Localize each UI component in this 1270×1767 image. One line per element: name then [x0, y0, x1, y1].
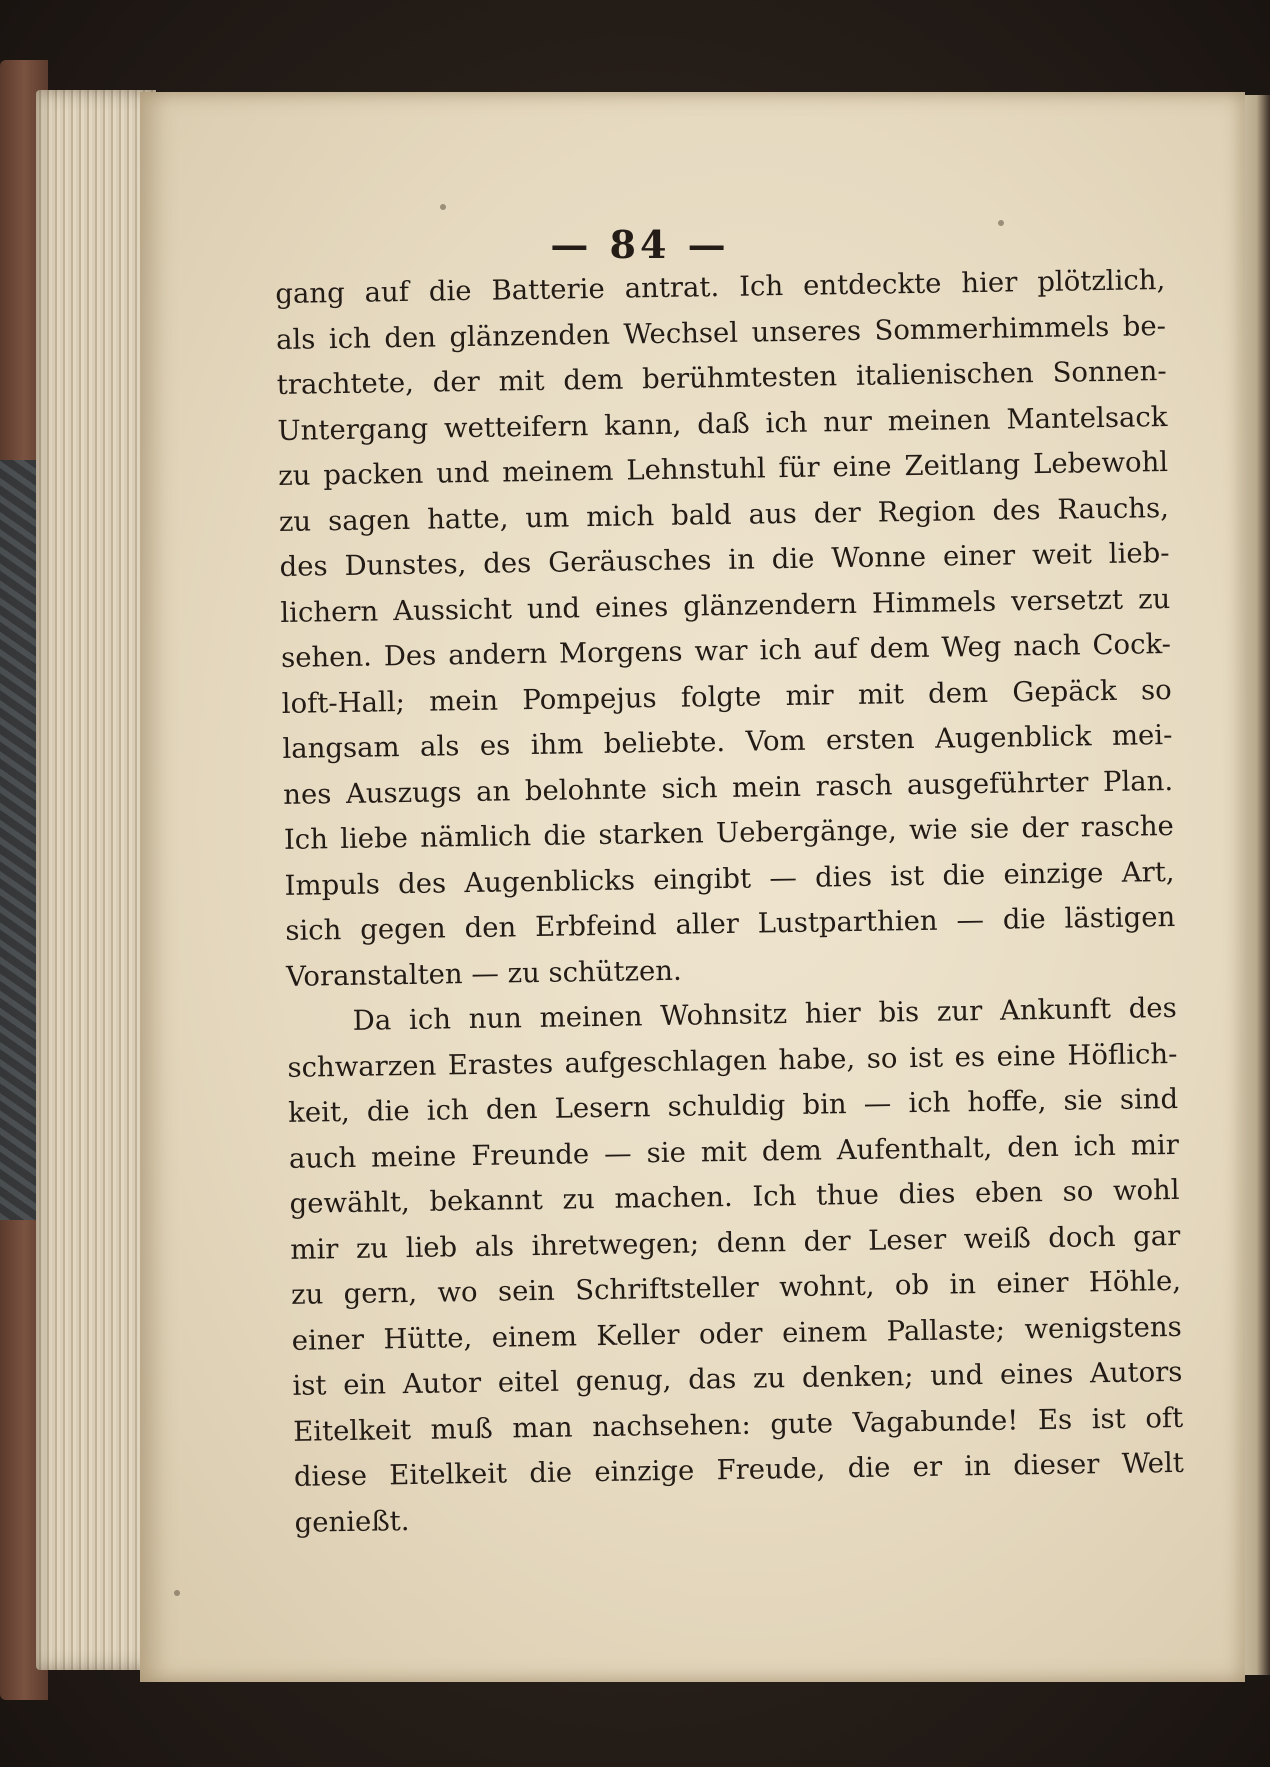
text-line: Eitelkeit muß man nachsehen: gute Vagabunde! Es ist oft	[292, 1401, 1184, 1448]
text-line: schwarzen Erastes aufgeschlagen habe, so ist es eine Höflich-	[287, 1037, 1178, 1084]
text-line: zu sagen hatte, um mich bald aus der Region des Rauchs,	[278, 491, 1170, 538]
text-line: lichern Aussicht und eines glänzendern Himmels versetzt zu	[280, 582, 1171, 629]
text-line: diese Eitelkeit die einzige Freude, die er in dieser Welt	[293, 1446, 1185, 1493]
paper-speck	[440, 204, 446, 210]
paragraph-2	[286, 986, 1184, 1546]
text-line: loft-Hall; mein Pompejus folgte mir mit dem Gepäck so	[281, 673, 1172, 720]
page-stack-edges	[36, 90, 156, 1670]
text-line: Voranstalten — zu schützen.	[285, 954, 682, 993]
text-line: gang auf die Batterie antrat. Ich entdeckte hier plötzlich,	[275, 264, 1166, 310]
text-line: auch meine Freunde — sie mit dem Aufenthalt, den ich mir	[288, 1128, 1180, 1175]
text-line: als ich den glänzenden Wechsel unseres Sommerhimmels be-	[275, 309, 1167, 356]
text-line: sehen. Des andern Morgens war ich auf dem Weg nach Cock-	[280, 627, 1172, 674]
text-line: zu gern, wo sein Schriftsteller wohnt, ob in einer Höhle,	[290, 1264, 1182, 1311]
text-line: einer Hütte, einem Keller oder einem Pallaste; wenigstens	[291, 1310, 1182, 1357]
book-page	[140, 92, 1245, 1682]
text-line: nes Auszugs an belohnte sich mein rasch ausgeführter Plan.	[282, 764, 1174, 811]
paper-speck	[998, 220, 1004, 226]
text-line: genießt.	[294, 1504, 410, 1539]
page-number: — 84 —	[550, 222, 730, 267]
text-line: ist ein Autor eitel genug, das zu denken; und eines Autors	[292, 1355, 1183, 1402]
text-line: Ich liebe nämlich die starken Uebergänge, wie sie der rasche	[283, 809, 1175, 856]
page-text	[275, 258, 1185, 1546]
text-line: Untergang wetteifern kann, daß ich nur meinen Mantelsack	[277, 400, 1168, 447]
text-line: gewählt, bekannt zu machen. Ich thue dies eben so wohl	[289, 1173, 1180, 1220]
text-line: langsam als es ihm beliebte. Vom ersten Augenblick mei-	[282, 718, 1173, 765]
text-line: zu packen und meinem Lehnstuhl für eine Zeitlang Lebewohl	[277, 445, 1169, 492]
text-line: Da ich nun meinen Wohnsitz hier bis zur Ankunft des	[352, 991, 1177, 1037]
text-line: sich gegen den Erbfeind aller Lustparthien — die lästigen	[285, 900, 1176, 947]
text-line: keit, die ich den Lesern schuldig bin — ich hoffe, sie sind	[287, 1082, 1179, 1129]
text-line: des Dunstes, des Geräusches in die Wonne einer weit lieb-	[279, 536, 1170, 583]
text-line: trachtete, der mit dem berühmtesten italienischen Sonnen-	[276, 355, 1167, 401]
paragraph-1	[275, 258, 1176, 1000]
marbled-cover-pattern	[0, 460, 40, 1220]
text-line: Impuls des Augenblicks eingibt — dies ist die einzige Art,	[284, 855, 1175, 902]
text-line: mir zu lieb als ihretwegen; denn der Leser weiß doch gar	[290, 1219, 1181, 1266]
paper-speck	[174, 1590, 180, 1596]
